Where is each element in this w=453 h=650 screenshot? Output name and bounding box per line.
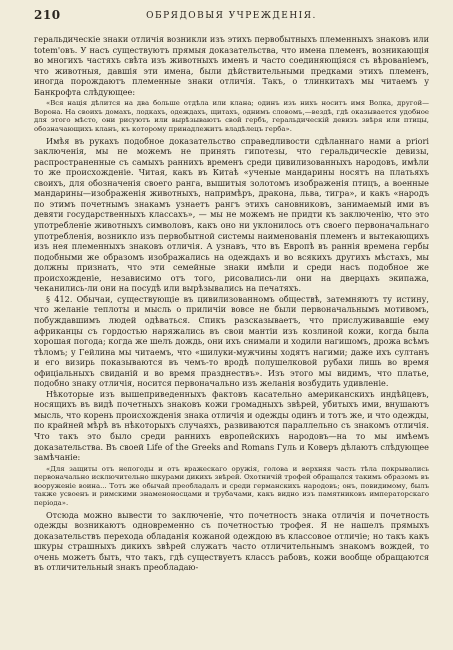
quote-bancroft: «Вся нація дѣлится на два больше отдѣла или клана; одинъ изъ нихъ носитъ имя Волка, другой—Ворона. На своихъ домахъ, лодкахъ, одеждахъ, щитахъ, однимъ словомъ,—вездѣ, гдѣ оказывается удобное для этого мѣсто, они рисуютъ или вырѣзываютъ свой гербъ, геральдическій девизъ звѣря или птицы, обозначающихъ кланъ, къ которому принадлежитъ владѣлецъ герба».: [34, 99, 429, 134]
paragraph-indian-trophies: Нѣкоторые изъ вышеприведенныхъ фактовъ касательно американскихъ индѣйцевъ, носящихъ въ видѣ почетныхъ знаковъ кожи громадныхъ звѣрей, убитыхъ ими, внушаютъ мысль, что корень происхожденія знака отличія и одежды одинъ и тотъ же, и что одежды, по крайней мѣрѣ въ нѣкоторыхъ случаяхъ, развиваются параллельно съ знакомъ отличія. Что такъ это было среди раннихъ европейскихъ народовъ—на то мы имѣемъ доказательства. Въ своей Life of the Greeks and Romans Гуль и Коверъ дѣлаютъ слѣдующее замѣчаніе:: [34, 388, 429, 463]
page-header: [34, 8, 429, 26]
quote-guhl-koner: «Для защиты отъ непогоды и отъ вражескаго оружія, голова и верхняя часть тѣла покрывались первоначально исключительно шкурами дикихъ звѣрей. Охотничій трофей обращался такимъ образомъ въ вооруженіе воина... Тотъ же обычай преобладалъ и среди германскихъ народовъ; онъ, повидимому, былъ также усвоенъ и римскими знаменоносцами и трубачами, какъ видно изъ памятниковъ императорскаго періода».: [34, 464, 429, 507]
paragraph-heraldic-devices: Имѣя въ рукахъ подобное доказательство справедливости сдѣланнаго нами a priori заключенія, мы не можемъ не принять гипотезы, что геральдическіе девизы, распространенные съ самыхъ раннихъ временъ среди цивилизованныхъ народовъ, имѣли то же происхожденіе. Читая, какъ въ Китаѣ «ученые мандарины носятъ на платьяхъ своихъ, для обозначенія своего ранга, вышитыя золотомъ изображенія птицъ, а военные мандарины—изображенія животныхъ, напримѣръ, дракона, льва, тигра», и какъ «народъ по этимъ почетнымъ знакамъ узнаетъ рангъ этихъ сановниковъ, занимаемый ими въ девяти государственныхъ классахъ», — мы не можемъ не придти къ заключенію, что это употребленіе животныхъ символовъ, какъ оно ни уклонилось отъ своего первоначальнаго употребленія, возникло изъ первобытной системы наименованія племенъ и вытекающихъ изъ нея племенныхъ знаковъ отличія. А узнавъ, что въ Европѣ въ раннія времена гербы подобными же образомъ изображались на одеждахъ и во всякихъ другихъ мѣстахъ, мы должны признать, что эти семейные знаки имѣли и среди насъ подобное же происхожденіе, независимо отъ того, рисовались-ли они на дверцахъ экипажа, чеканились-ли они на посудѣ или вырѣзывались на печатяхъ.: [34, 135, 429, 294]
page-number: 210: [34, 8, 61, 22]
paragraph-conclusion: Отсюда можно вывести то заключеніе, что почетность знака отличія и почетность одежды возникаютъ одновременно съ почетностью трофея. Я не нашелъ прямыхъ доказательствъ перехода обладанія кожаной одеждою въ классовое отличіе; но такъ какъ шкуры страшныхъ дикихъ звѣрей служатъ часто отличительнымъ знакомъ вождей, то очень можетъ быть, что такъ, гдѣ существуетъ классъ рабовъ, кожи вообще обращаются въ отличительный знакъ преобладаю-: [34, 509, 429, 573]
running-title: ОБРЯДОВЫЯ УЧРЕЖДЕНІЯ.: [146, 11, 317, 21]
paragraph-section-412: § 412. Обычаи, существующіе въ цивилизованномъ обществѣ, затемняютъ ту истину, что желаніе теплоты и мысль о приличіи вовсе не были первоначальнымъ мотивомъ, побуждавшимъ людей одѣваться. Спикъ разсказываетъ, что прислуживавшіе ему африканцы съ гордостью наряжались въ свои мантіи изъ козлиной кожи, когда была хорошая погода; когда же шелъ дождь, они ихъ снимали и ходили нагишомъ, дрожа всѣмъ тѣломъ; у Гейлина мы читаемъ, что «шилуки-мужчины ходятъ нагими; даже ихъ султанъ и его визирь показываются въ чемъ-то вродѣ полушелковой рубахи лишь во время офиціальныхъ свиданій и во время празднествъ». Изъ этого мы видимъ, что платье, подобно знаку отличія, носится первоначально изъ желанія возбудить удивленіе.: [34, 293, 429, 389]
paragraph-heraldry-intro: геральдическіе знаки отличія возникли изъ этихъ первобытныхъ племенныхъ знаковъ или totem'овъ. У насъ существуютъ прямыя доказательства, что имена племенъ, возникающія во многихъ частяхъ свѣта изъ животныхъ именъ и часто соединяющіяся съ вѣрованіемъ, что животныя, давшія эти имена, были дѣйствительными предками этихъ племенъ, иногда порождаютъ племенные знаки отличія. Такъ, о тлинкитахъ мы читаемъ у Банкрофта слѣдующее:: [34, 34, 429, 97]
page-body: [34, 34, 429, 573]
